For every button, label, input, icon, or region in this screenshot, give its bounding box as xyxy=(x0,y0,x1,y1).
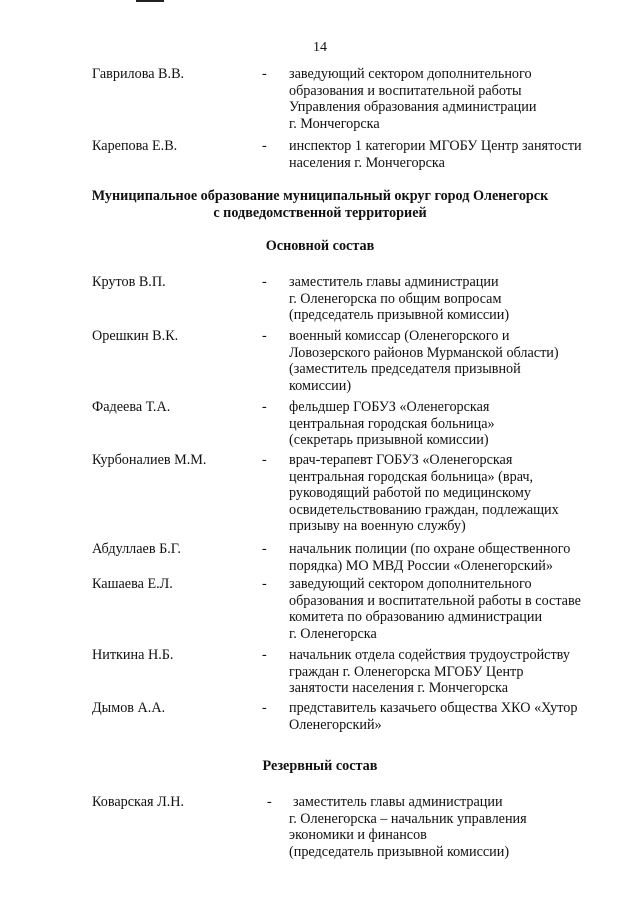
position-line: заместитель главы администрации xyxy=(293,794,503,810)
position-line: порядка) МО МВД России «Оленегорский» xyxy=(289,557,553,574)
member-position xyxy=(289,399,619,449)
municipality-title xyxy=(0,188,640,222)
position-line: (председатель призывной комиссии) xyxy=(289,843,510,860)
separator-dash: - xyxy=(262,138,267,154)
position-line: Оленегорский» xyxy=(289,716,382,733)
member-name: Кашаева Е.Л. xyxy=(92,576,173,592)
separator-dash: - xyxy=(262,452,267,468)
member-name: Коварская Л.Н. xyxy=(92,794,185,810)
separator-dash: - xyxy=(262,328,267,344)
position-line: граждан г. Оленегорска МГОБУ Центр xyxy=(289,663,524,680)
separator-dash: - xyxy=(267,794,272,810)
position-line: комиссии) xyxy=(289,377,352,394)
position-line: образования и воспитательной работы xyxy=(289,82,522,99)
position-line: руководящий работой по медицинскому xyxy=(289,485,531,501)
position-line: центральная городская больница» xyxy=(289,415,495,432)
position-line: заведующий сектором дополнительного xyxy=(289,66,532,82)
member-name: Абдуллаев Б.Г. xyxy=(92,541,181,557)
position-line: врач-терапевт ГОБУЗ «Оленегорская xyxy=(289,452,513,468)
position-line: представитель казачьего общества ХКО «Хутор xyxy=(289,700,578,716)
position-line: г. Оленегорска xyxy=(289,625,377,642)
position-line: г. Оленегорска – начальник управления xyxy=(289,810,527,827)
reserve-composition-heading: Резервный состав xyxy=(262,758,378,774)
position-line: занятости населения г. Мончегорска xyxy=(289,680,509,696)
position-line: начальник полиции (по охране общественного xyxy=(289,541,571,557)
separator-dash: - xyxy=(262,700,267,716)
position-line: Ловозерского районов Мурманской области) xyxy=(289,344,559,361)
position-line: г. Оленегорска по общим вопросам xyxy=(289,290,502,307)
position-line: инспектор 1 категории МГОБУ Центр занятости xyxy=(289,138,582,154)
member-name: Ниткина Н.Б. xyxy=(92,647,174,663)
municipality-title-line: с подведомственной территорией xyxy=(213,205,427,221)
member-name: Курбоналиев М.М. xyxy=(92,452,207,468)
member-name: Орешкин В.К. xyxy=(92,328,179,344)
position-line: комитета по образованию администрации xyxy=(289,609,543,625)
separator-dash: - xyxy=(262,647,267,663)
member-name: Гаврилова В.В. xyxy=(92,66,185,82)
position-line: (секретарь призывной комиссии) xyxy=(289,432,489,448)
member-position xyxy=(289,794,619,860)
position-line: военный комиссар (Оленегорского и xyxy=(289,328,510,344)
member-position xyxy=(289,274,619,324)
member-position xyxy=(289,66,619,132)
separator-dash: - xyxy=(262,541,267,557)
member-name: Крутов В.П. xyxy=(92,274,166,290)
position-line: освидетельствованию граждан, подлежащих xyxy=(289,501,559,518)
position-line: г. Мончегорска xyxy=(289,115,380,132)
separator-dash: - xyxy=(262,576,267,592)
position-line: населения г. Мончегорска xyxy=(289,154,445,171)
page-number: 14 xyxy=(313,40,327,55)
position-line: образования и воспитательной работы в составе xyxy=(289,592,581,609)
separator-dash: - xyxy=(262,274,267,290)
position-line: Управления образования администрации xyxy=(289,99,537,115)
main-composition-heading: Основной состав xyxy=(265,238,375,254)
member-position xyxy=(289,541,619,574)
member-name: Фадеева Т.А. xyxy=(92,399,171,415)
member-position xyxy=(289,647,619,697)
position-line: начальник отдела содействия трудоустройству xyxy=(289,647,570,663)
member-name: Дымов А.А. xyxy=(92,700,166,716)
member-position xyxy=(289,138,619,171)
member-position xyxy=(289,700,619,733)
position-line: центральная городская больница» (врач, xyxy=(289,468,534,485)
position-line: заместитель главы администрации xyxy=(289,274,499,290)
position-line: призыву на военную службу) xyxy=(289,518,466,534)
member-position xyxy=(289,576,619,642)
separator-dash: - xyxy=(262,399,267,415)
position-line: экономики и финансов xyxy=(289,827,427,843)
member-position xyxy=(289,328,619,394)
member-name: Карепова Е.В. xyxy=(92,138,178,154)
position-line: заведующий сектором дополнительного xyxy=(289,576,532,592)
top-rule-mark xyxy=(136,0,164,2)
position-line: (заместитель председателя призывной xyxy=(289,361,521,377)
position-line: фельдшер ГОБУЗ «Оленегорская xyxy=(289,399,490,415)
position-line: (председатель призывной комиссии) xyxy=(289,307,510,323)
separator-dash: - xyxy=(262,66,267,82)
municipality-title-line: Муниципальное образование муниципальный округ город Оленегорск xyxy=(91,188,549,204)
member-position xyxy=(289,452,619,535)
